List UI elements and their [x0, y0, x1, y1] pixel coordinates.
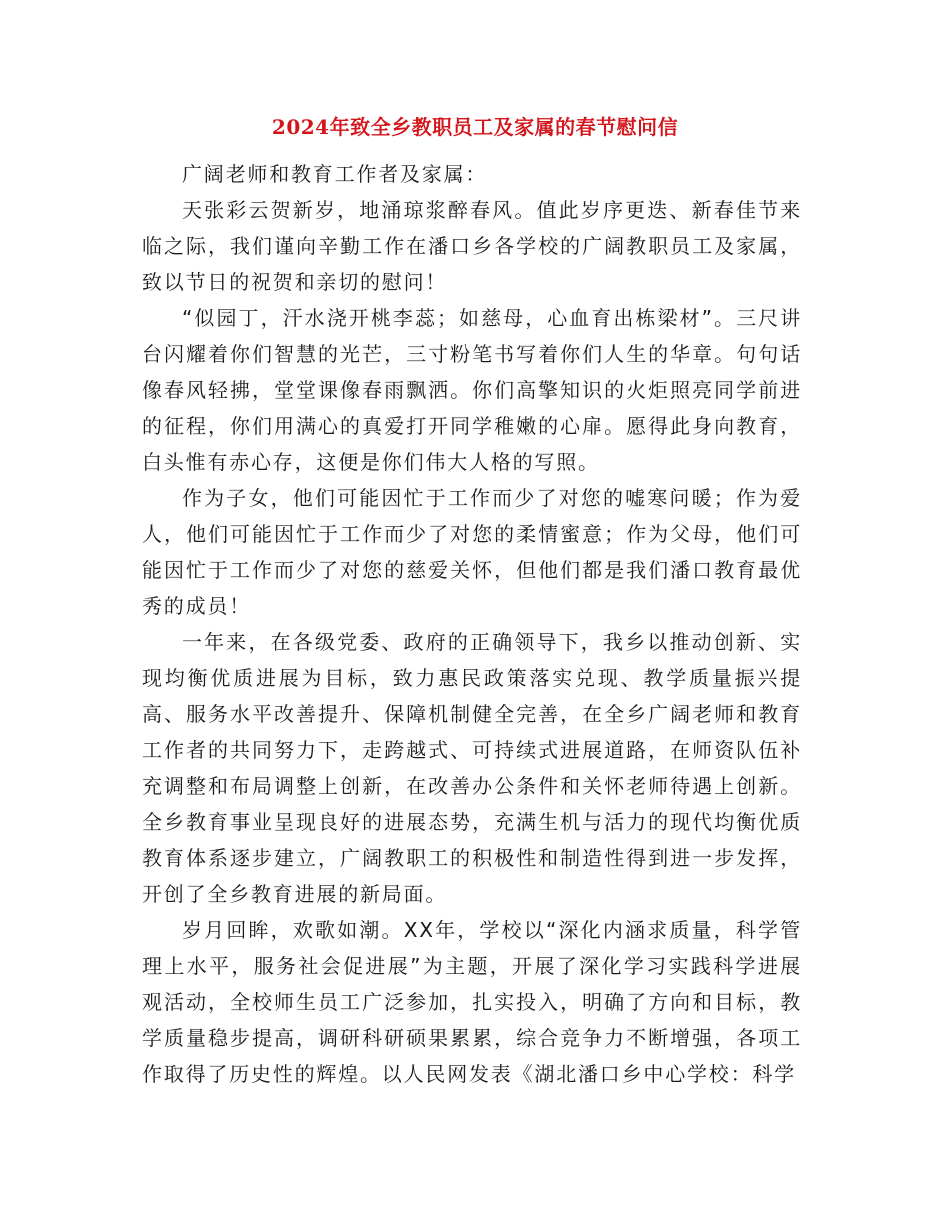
paragraph-family: 作为子女，他们可能因忙于工作而少了对您的嘘寒问暖；作为爱人，他们可能因忙于工作而少了对您的柔情蜜意；作为父母，他们可能因忙于工作而少了对您的慈爱关怀，但他们都是我们潘口教育最优秀的成员！ [142, 486, 802, 618]
paragraph-praise: “似园丁，汗水浇开桃李蕊；如慈母，心血育出栋梁材”。三尺讲台闪耀着你们智慧的光芒，三寸粉笔书写着你们人生的华章。句句话像春风轻拂，堂堂课像春雨飘洒。你们高擎知识的火炬照亮同学前进的征程，你们用满心的真爱打开同学稚嫩的心扉。愿得此身向教育，白头惟有赤心存，这便是你们伟大人格的写照。 [142, 306, 802, 474]
document-body [142, 156, 802, 1092]
paragraph-achievements: 一年来，在各级党委、政府的正确领导下，我乡以推动创新、实现均衡优质进展为目标，致力惠民政策落实兑现、教学质量振兴提高、服务水平改善提升、保障机制健全完善，在全乡广阔老师和教育工作者的共同努力下，走跨越式、可持续式进展道路，在师资队伍补充调整和布局调整上创新，在改善办公条件和关怀老师待遇上创新。全乡教育事业呈现良好的进展态势，充满生机与活力的现代均衡优质教育体系逐步建立，广阔教职工的积极性和制造性得到进一步发挥，开创了全乡教育进展的新局面。 [142, 630, 802, 906]
paragraph-review: 岁月回眸，欢歌如潮。XX年，学校以“深化内涵求质量，科学管理上水平，服务社会促进展”为主题，开展了深化学习实践科学进展观活动，全校师生员工广泛参加，扎实投入，明确了方向和目标，教学质量稳步提高，调研科研硕果累累，综合竞争力不断增强，各项工作取得了历史性的辉煌。以人民网发表《湖北潘口乡中心学校：科学 [142, 918, 802, 1086]
paragraph-greeting: 天张彩云贺新岁，地涌琼浆醉春风。值此岁序更迭、新春佳节来临之际，我们谨向辛勤工作在潘口乡各学校的广阔教职员工及家属，致以节日的祝贺和亲切的慰问！ [142, 198, 802, 294]
document-title: 2024年致全乡教职员工及家属的春节慰问信 [271, 115, 679, 139]
salutation: 广阔老师和教育工作者及家属： [182, 162, 488, 186]
